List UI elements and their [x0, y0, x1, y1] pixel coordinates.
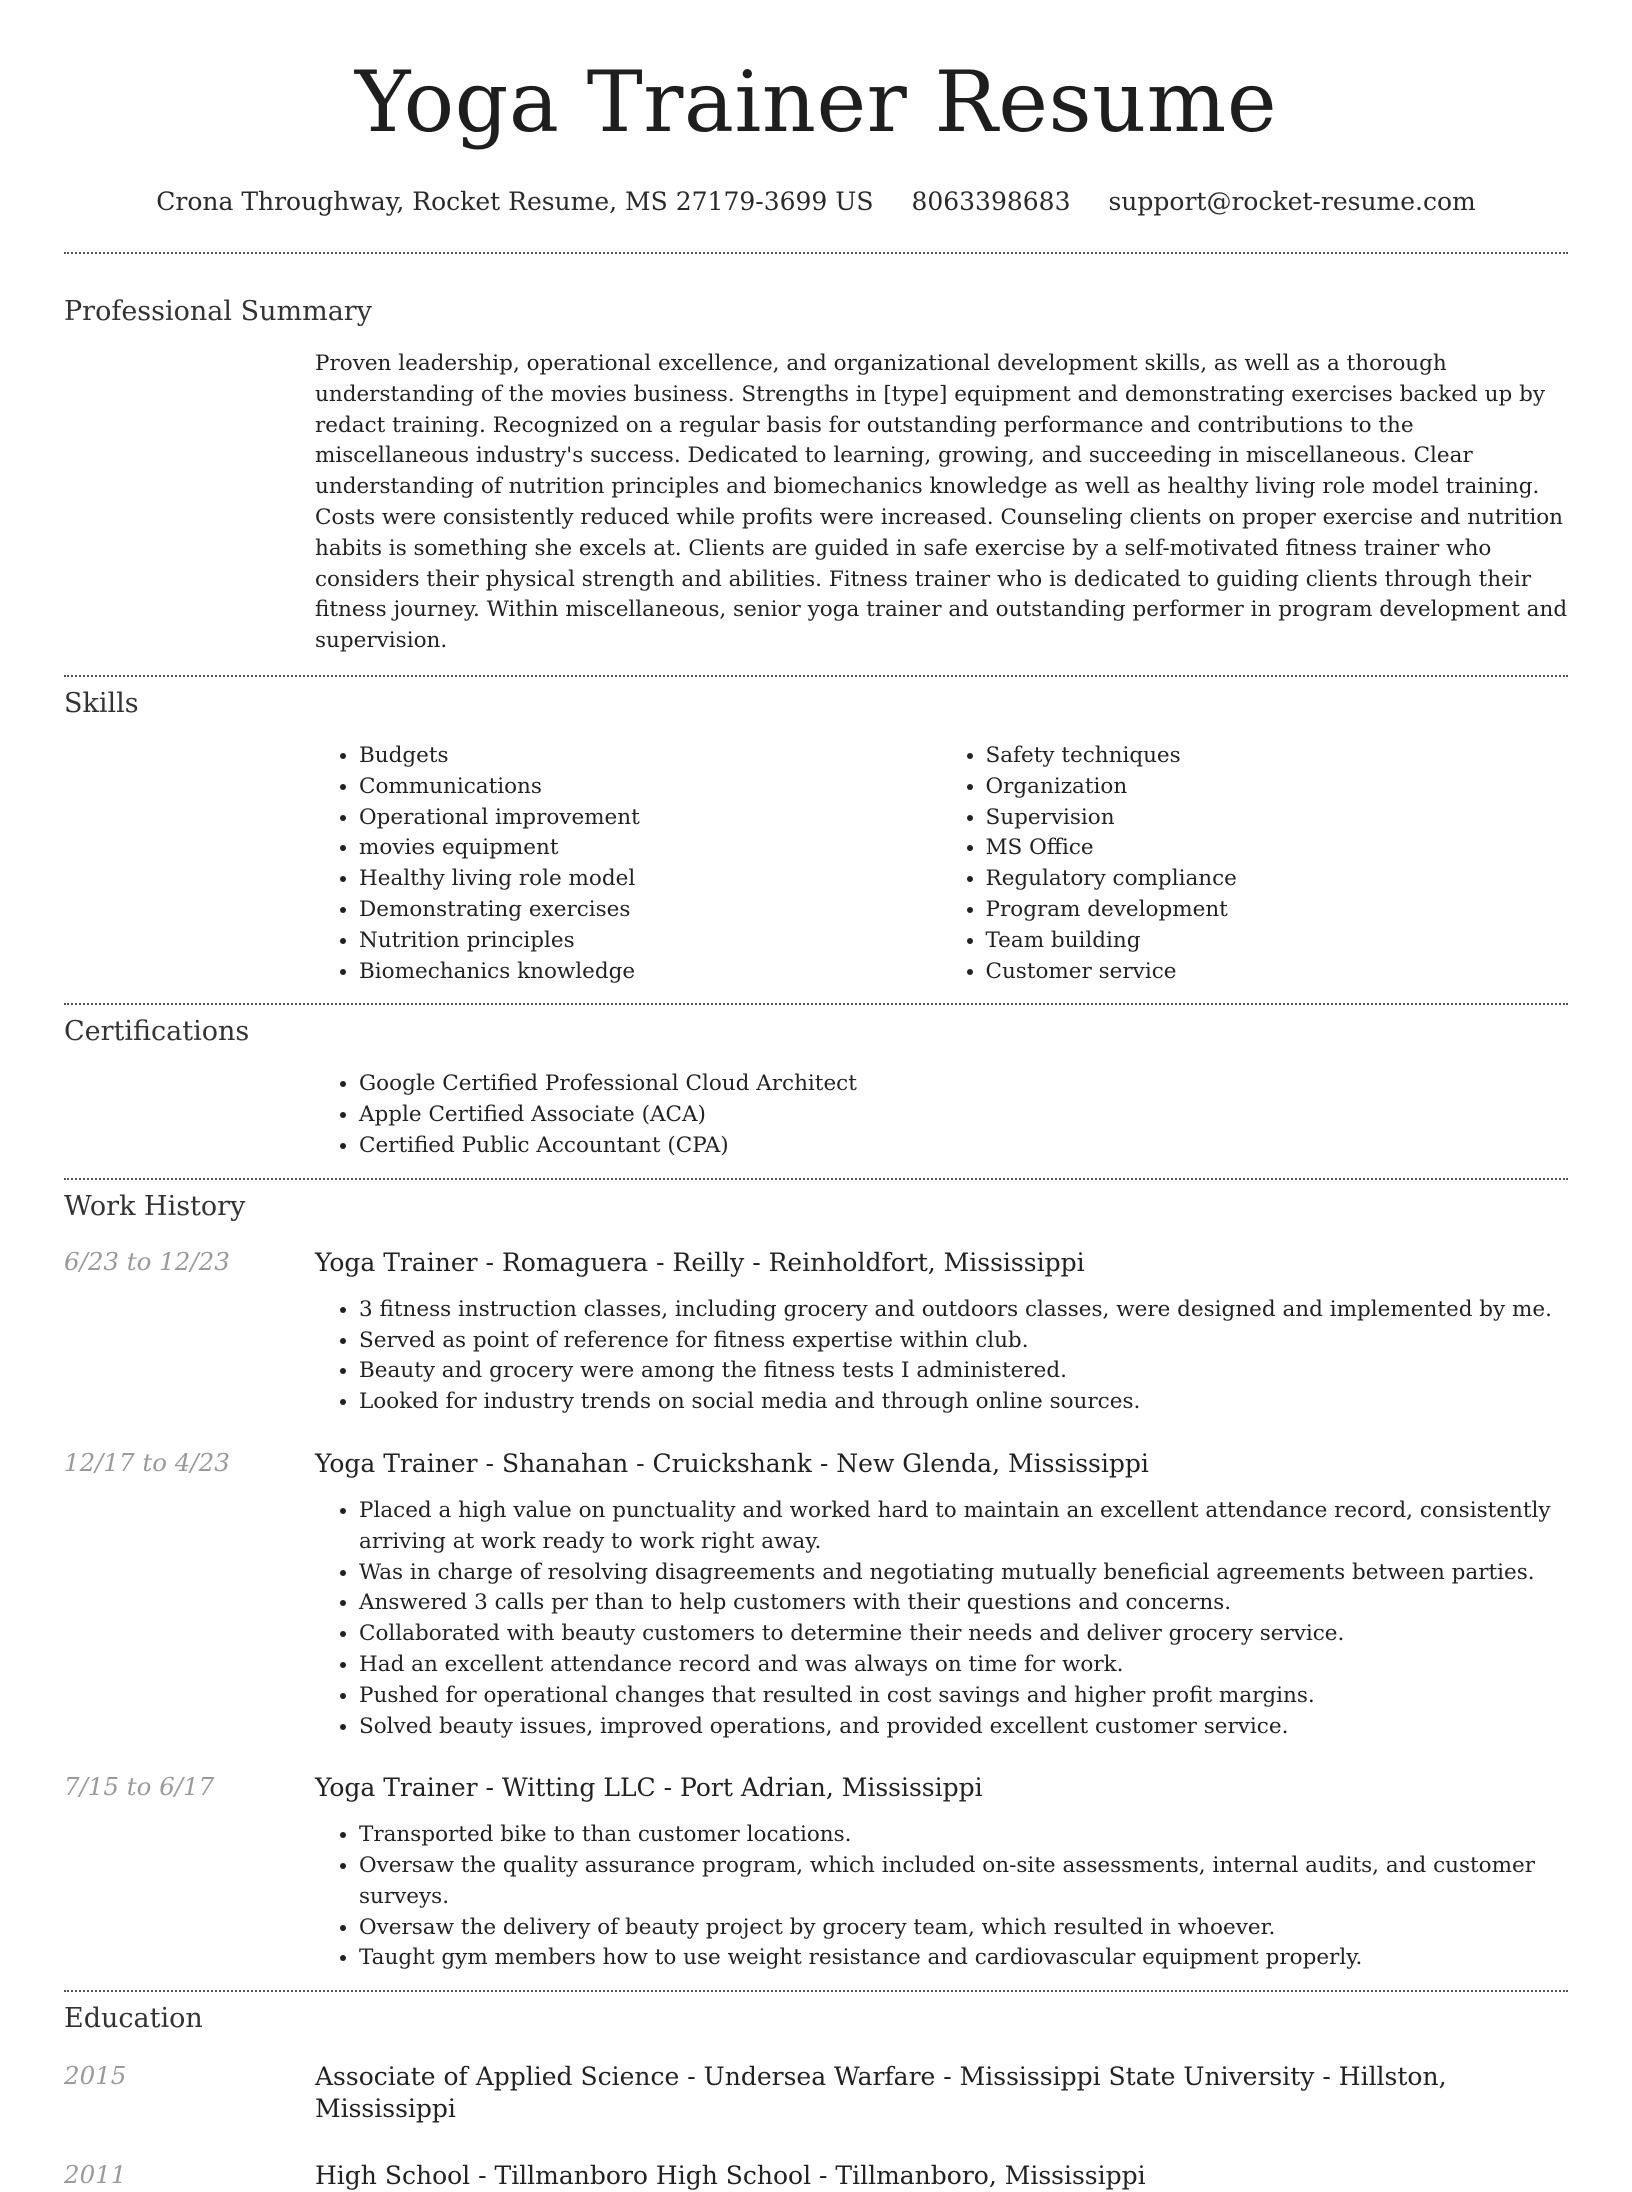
certification-item: • Google Certified Professional Cloud Architect [359, 1069, 1568, 1100]
skill-item: • Operational improvement [359, 803, 942, 834]
skills-list-right [942, 741, 1569, 987]
job-bullets [315, 1496, 1568, 1742]
job-dates: 7/15 to 6/17 [64, 1772, 215, 1802]
job-bullet: • Oversaw the delivery of beauty project by grocery team, which resulted in whoever. [359, 1913, 1568, 1944]
education-year: 2011 [64, 2160, 127, 2190]
job-bullet: • Had an excellent attendance record and was always on time for work. [359, 1650, 1568, 1681]
section-heading-certifications: Certifications [64, 1016, 250, 1048]
divider [64, 252, 1568, 254]
education-title: Associate of Applied Science - Undersea Warfare - Mississippi State University - Hillston, Mississippi [315, 2062, 1447, 2124]
job-title: Yoga Trainer - Romaguera - Reilly - Reinholdfort, Mississippi [315, 1247, 1085, 1277]
certification-item: • Apple Certified Associate (ACA) [359, 1100, 1568, 1131]
education-entry [64, 2061, 1568, 2125]
job-bullet: • Pushed for operational changes that resulted in cost savings and higher profit margins. [359, 1681, 1568, 1712]
contact-email: support@rocket-resume.com [1108, 187, 1476, 216]
contact-line [0, 186, 1632, 218]
certification-item: • Certified Public Accountant (CPA) [359, 1131, 1568, 1162]
section-heading-summary: Professional Summary [64, 296, 372, 327]
skill-item: • Nutrition principles [359, 926, 942, 957]
job-bullet: • Beauty and grocery were among the fitness tests I administered. [359, 1356, 1568, 1387]
education-year: 2015 [64, 2061, 127, 2091]
divider [64, 675, 1568, 677]
job-bullet: • Served as point of reference for fitness expertise within club. [359, 1326, 1568, 1357]
certifications-list [315, 1069, 1568, 1161]
job-entry [64, 1247, 1568, 1418]
skill-item: • Demonstrating exercises [359, 895, 942, 926]
certifications-section [0, 1016, 1632, 1161]
skill-item: • movies equipment [359, 833, 942, 864]
skill-item: • Communications [359, 772, 942, 803]
skill-item: • Healthy living role model [359, 864, 942, 895]
skill-item: • Program development [986, 895, 1569, 926]
job-title: Yoga Trainer - Shanahan - Cruickshank - New Glenda, Mississippi [315, 1448, 1149, 1478]
skills-section [0, 688, 1632, 987]
skill-item: • Regulatory compliance [986, 864, 1569, 895]
skill-item: • Customer service [986, 957, 1569, 988]
skills-columns [315, 741, 1568, 987]
skill-item: • Supervision [986, 803, 1569, 834]
job-bullet: • Solved beauty issues, improved operations, and provided excellent customer service. [359, 1712, 1568, 1743]
section-heading-education: Education [64, 2003, 203, 2035]
job-entry [64, 1772, 1568, 1974]
skill-item: • Biomechanics knowledge [359, 957, 942, 988]
job-bullet: • Taught gym members how to use weight resistance and cardiovascular equipment properly. [359, 1943, 1568, 1974]
education-title: High School - Tillmanboro High School - Tillmanboro, Mississippi [315, 2161, 1146, 2191]
skill-item: • Budgets [359, 741, 942, 772]
divider [64, 1003, 1568, 1005]
work-history-section [0, 1191, 1632, 1975]
divider [64, 1990, 1568, 1992]
job-bullets [315, 1295, 1568, 1418]
job-title: Yoga Trainer - Witting LLC - Port Adrian, Mississippi [315, 1773, 983, 1803]
job-bullets [315, 1820, 1568, 1974]
education-section [0, 2003, 1632, 2192]
job-bullet: • Collaborated with beauty customers to determine their needs and deliver grocery service. [359, 1619, 1568, 1650]
skills-list-left [315, 741, 942, 987]
job-bullet: • Answered 3 calls per than to help customers with their questions and concerns. [359, 1588, 1568, 1619]
page-title: Yoga Trainer Resume [354, 53, 1278, 151]
skill-item: • Team building [986, 926, 1569, 957]
contact-address: Crona Throughway, Rocket Resume, MS 27179-3699 US [156, 187, 874, 216]
job-dates: 12/17 to 4/23 [64, 1447, 230, 1477]
summary-section [0, 296, 1632, 657]
job-bullet: • Transported bike to than customer locations. [359, 1820, 1568, 1851]
education-entry [64, 2160, 1568, 2192]
skill-item: • MS Office [986, 833, 1569, 864]
job-bullet: • Oversaw the quality assurance program, which included on-site assessments, internal audits, and customer surveys. [359, 1851, 1568, 1913]
skill-item: • Safety techniques [986, 741, 1569, 772]
skill-item: • Organization [986, 772, 1569, 803]
summary-text: Proven leadership, operational excellence, and organizational development skills, as well as a thorough understanding of the movies business. Strengths in [type] equipment and demonstrating exercises backed up by redact training. Recognized on a regular basis for outstanding performance and contributions to the miscellaneous industry's success. Dedicated to learning, growing, and succeeding in miscellaneous. Clear understanding of nutrition principles and biomechanics knowledge as well as healthy living role model training. Costs were consistently reduced while profits were increased. Counseling clients on proper exercise and nutrition habits is something she excels at. Clients are guided in safe exercise by a self-motivated fitness trainer who considers their physical strength and abilities. Fitness trainer who is dedicated to guiding clients through their fitness journey. Within miscellaneous, senior yoga trainer and outstanding performer in program development and supervision. [315, 351, 1568, 654]
section-heading-work: Work History [64, 1190, 246, 1222]
job-entry [64, 1448, 1568, 1742]
job-bullet: • Looked for industry trends on social media and through online sources. [359, 1387, 1568, 1418]
section-heading-skills: Skills [64, 687, 139, 719]
job-bullet: • Was in charge of resolving disagreements and negotiating mutually beneficial agreements between parties. [359, 1558, 1568, 1589]
job-dates: 6/23 to 12/23 [64, 1246, 230, 1276]
contact-phone: 8063398683 [911, 187, 1071, 216]
job-bullet: • 3 fitness instruction classes, including grocery and outdoors classes, were designed and implemented by me. [359, 1295, 1568, 1326]
divider [64, 1178, 1568, 1180]
job-bullet: • Placed a high value on punctuality and worked hard to maintain an excellent attendance record, consistently arriving at work ready to work right away. [359, 1496, 1568, 1558]
